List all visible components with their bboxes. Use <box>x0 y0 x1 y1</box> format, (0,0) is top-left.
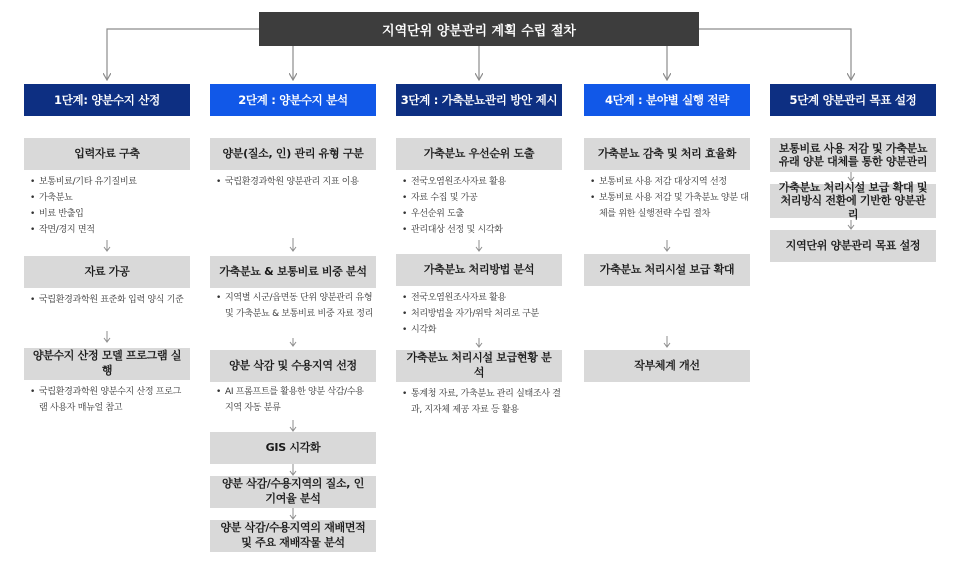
stage-2-box-2-bullets <box>216 290 374 322</box>
stage-4-box-facility-expansion: 가축분뇨 처리시설 보급 확대 <box>584 254 750 286</box>
stage-2-box-1-bullets <box>216 174 376 190</box>
stage-3-box-priority: 가축분뇨 우선순위 도출 <box>396 138 562 170</box>
stage-1-box-model-run: 양분수지 산정 모델 프로그램 실행 <box>24 348 190 380</box>
bullet: • 국립환경과학원 양분수지 산정 프로그램 사용자 매뉴얼 참고 <box>30 384 188 416</box>
stage-2-box-crop-analysis: 양분 삭감/수용지역의 재배면적 및 주요 재배작물 분석 <box>210 520 376 552</box>
stage-4-box-reduction-efficiency: 가축분뇨 감축 및 처리 효율화 <box>584 138 750 170</box>
procedure-title: 지역단위 양분관리 계획 수립 절차 <box>259 12 699 46</box>
stage-1-box-3-bullets <box>30 384 188 416</box>
stage-2-box-3-bullets <box>216 384 374 416</box>
bullet: • 통계청 자료, 가축분뇨 관리 실태조사 결과, 지자체 제공 자료 등 활용 <box>402 386 562 418</box>
bullet: • 국립환경과학원 양분관리 지표 이용 <box>216 174 376 190</box>
bullet: • 관리대상 선정 및 시각화 <box>402 222 562 238</box>
stage-5-box-goal-setting: 지역단위 양분관리 목표 설정 <box>770 230 936 262</box>
bullet: • 처리방법을 자가/위탁 처리로 구분 <box>402 306 562 322</box>
stage-1-box-input-data: 입력자료 구축 <box>24 138 190 170</box>
stage-5-box-facility-conversion: 가축분뇨 처리시설 보급 확대 및 처리방식 전환에 기반한 양분관리 <box>770 184 936 218</box>
stage-3-box-1-bullets <box>402 174 562 238</box>
bullet: • 우선순위 도출 <box>402 206 562 222</box>
stage-2-header: 2단계 : 양분수지 분석 <box>210 84 376 116</box>
stage-3-header: 3단계 : 가축분뇨관리 방안 제시 <box>396 84 562 116</box>
bullet: • 자료 수집 및 가공 <box>402 190 562 206</box>
stage-2-box-nutrient-type: 양분(질소, 인) 관리 유형 구분 <box>210 138 376 170</box>
stage-4-box-cropping-system: 작부체계 개선 <box>584 350 750 382</box>
stage-5-box-fertilizer-substitution: 보통비료 사용 저감 및 가축분뇨 유래 양분 대체를 통한 양분관리 <box>770 138 936 172</box>
stage-1-box-1-bullets <box>30 174 190 238</box>
bullet: • 비료 반출입 <box>30 206 190 222</box>
bullet: • 가축분뇨 <box>30 190 190 206</box>
stage-3-box-treatment-method: 가축분뇨 처리방법 분석 <box>396 254 562 286</box>
stage-3-box-facility-status: 가축분뇨 처리시설 보급현황 분석 <box>396 350 562 382</box>
bullet: • 보통비료/기타 유기질비료 <box>30 174 190 190</box>
stage-4-header: 4단계 : 분야별 실행 전략 <box>584 84 750 116</box>
stage-3-box-3-bullets <box>402 386 562 418</box>
stage-1-box-2-bullets <box>30 292 192 308</box>
connector-stage-1 <box>107 29 259 80</box>
stage-2-box-ratio-analysis: 가축분뇨 & 보통비료 비중 분석 <box>210 256 376 288</box>
stage-2-box-gis: GIS 시각화 <box>210 432 376 464</box>
stage-3-box-2-bullets <box>402 290 562 338</box>
stage-2-box-contribution: 양분 삭감/수용지역의 질소, 인 기여율 분석 <box>210 476 376 508</box>
bullet: • AI 프롬프트를 활용한 양분 삭감/수용 지역 자동 분류 <box>216 384 374 416</box>
stage-2-box-reduction-selection: 양분 삭감 및 수용지역 선정 <box>210 350 376 382</box>
bullet: • 전국오염원조사자료 활용 <box>402 290 562 306</box>
connector-stage-5 <box>699 29 851 80</box>
stage-1-box-data-processing: 자료 가공 <box>24 256 190 288</box>
stage-5-header: 5단계 양분관리 목표 설정 <box>770 84 936 116</box>
bullet: • 시각화 <box>402 322 562 338</box>
stage-1-header: 1단계: 양분수지 산정 <box>24 84 190 116</box>
stage-4-box-1-bullets <box>590 174 752 222</box>
bullet: • 보통비료 사용 저감 대상지역 선정 <box>590 174 752 190</box>
bullet: • 지역별 시군/읍면동 단위 양분관리 유형 및 가축분뇨 & 보통비료 비중 자료 정리 <box>216 290 374 322</box>
bullet: • 전국오염원조사자료 활용 <box>402 174 562 190</box>
bullet: • 보통비료 사용 저감 및 가축분뇨 양분 대체를 위한 실행전략 수립 절차 <box>590 190 752 222</box>
bullet: • 작면/경지 면적 <box>30 222 190 238</box>
bullet: • 국립환경과학원 표준화 입력 양식 기준 <box>30 292 192 308</box>
